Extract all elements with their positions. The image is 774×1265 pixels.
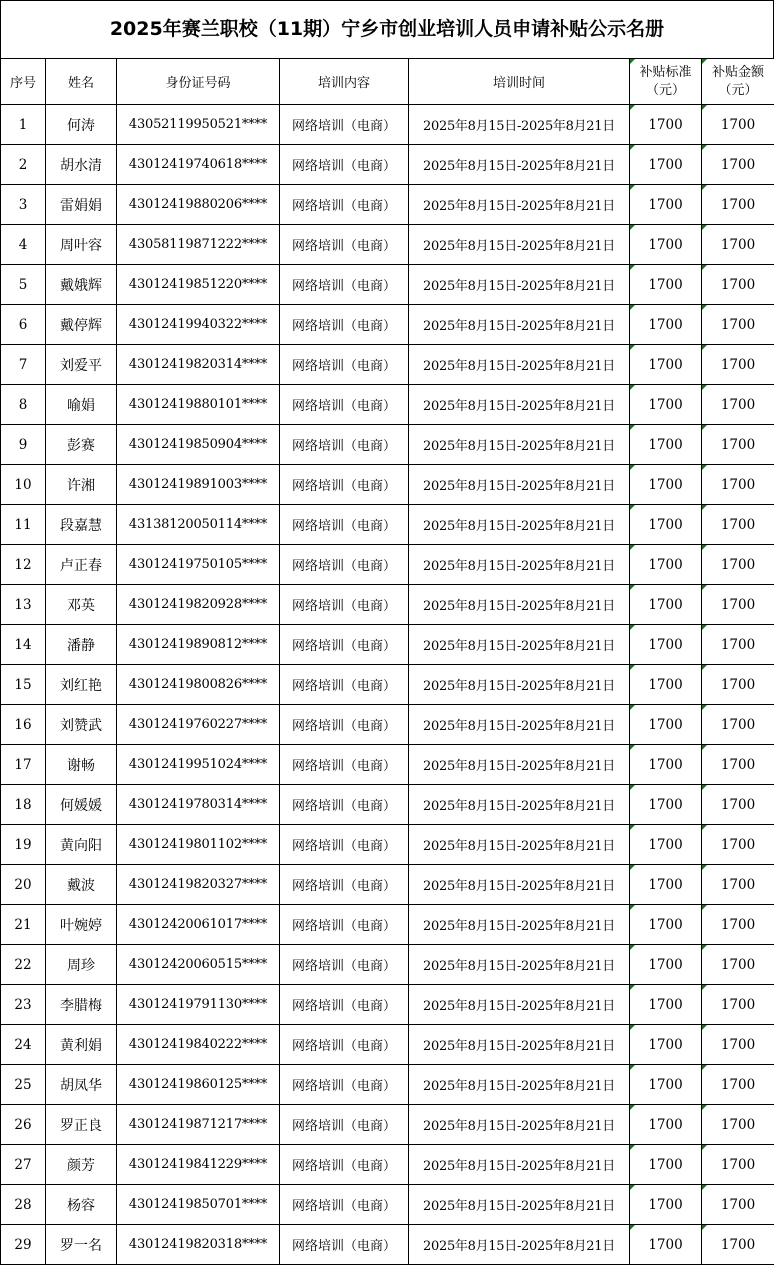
cell-id-number: 43012419820318**** — [117, 1225, 280, 1265]
cell-name: 黄利娟 — [46, 1025, 117, 1065]
cell-subsidy-standard: 1700 — [630, 825, 702, 865]
cell-training-period: 2025年8月15日-2025年8月21日 — [409, 425, 630, 465]
cell-training-period: 2025年8月15日-2025年8月21日 — [409, 1185, 630, 1225]
cell-name: 戴波 — [46, 865, 117, 905]
cell-subsidy-amount: 1700 — [702, 985, 774, 1025]
cell-training-content: 网络培训（电商） — [280, 1225, 409, 1265]
table-row — [1, 185, 774, 225]
cell-subsidy-standard: 1700 — [630, 185, 702, 225]
cell-training-period: 2025年8月15日-2025年8月21日 — [409, 105, 630, 145]
cell-training-content: 网络培训（电商） — [280, 945, 409, 985]
table-row — [1, 1145, 774, 1185]
cell-name: 雷娟娟 — [46, 185, 117, 225]
cell-training-period: 2025年8月15日-2025年8月21日 — [409, 505, 630, 545]
cell-id-number: 43012419891003**** — [117, 465, 280, 505]
cell-id-number: 43012419750105**** — [117, 545, 280, 585]
cell-training-period: 2025年8月15日-2025年8月21日 — [409, 545, 630, 585]
cell-subsidy-standard: 1700 — [630, 1065, 702, 1105]
cell-subsidy-amount: 1700 — [702, 585, 774, 625]
cell-name: 胡凤华 — [46, 1065, 117, 1105]
cell-subsidy-amount: 1700 — [702, 265, 774, 305]
cell-name: 邓英 — [46, 585, 117, 625]
cell-seq: 20 — [1, 865, 46, 905]
cell-subsidy-amount: 1700 — [702, 1225, 774, 1265]
cell-training-period: 2025年8月15日-2025年8月21日 — [409, 345, 630, 385]
header-id-number: 身份证号码 — [117, 59, 280, 105]
cell-name: 潘静 — [46, 625, 117, 665]
cell-id-number: 43012419860125**** — [117, 1065, 280, 1105]
cell-name: 刘爱平 — [46, 345, 117, 385]
cell-seq: 15 — [1, 665, 46, 705]
table-row — [1, 905, 774, 945]
table-row — [1, 425, 774, 465]
cell-seq: 2 — [1, 145, 46, 185]
header-training-period: 培训时间 — [409, 59, 630, 105]
cell-seq: 21 — [1, 905, 46, 945]
cell-subsidy-standard: 1700 — [630, 665, 702, 705]
cell-training-content: 网络培训（电商） — [280, 985, 409, 1025]
cell-training-period: 2025年8月15日-2025年8月21日 — [409, 1105, 630, 1145]
cell-subsidy-amount: 1700 — [702, 625, 774, 665]
cell-name: 戴停辉 — [46, 305, 117, 345]
cell-seq: 7 — [1, 345, 46, 385]
cell-id-number: 43012419820928**** — [117, 585, 280, 625]
cell-training-content: 网络培训（电商） — [280, 105, 409, 145]
cell-subsidy-standard: 1700 — [630, 625, 702, 665]
cell-training-period: 2025年8月15日-2025年8月21日 — [409, 625, 630, 665]
cell-subsidy-standard: 1700 — [630, 145, 702, 185]
cell-subsidy-amount: 1700 — [702, 1065, 774, 1105]
cell-training-period: 2025年8月15日-2025年8月21日 — [409, 985, 630, 1025]
cell-training-period: 2025年8月15日-2025年8月21日 — [409, 785, 630, 825]
cell-name: 胡水清 — [46, 145, 117, 185]
header-name: 姓名 — [46, 59, 117, 105]
cell-training-period: 2025年8月15日-2025年8月21日 — [409, 145, 630, 185]
cell-subsidy-amount: 1700 — [702, 1185, 774, 1225]
cell-id-number: 43012419780314**** — [117, 785, 280, 825]
cell-id-number: 43012419850701**** — [117, 1185, 280, 1225]
cell-id-number: 43012419850904**** — [117, 425, 280, 465]
table-row — [1, 1025, 774, 1065]
cell-subsidy-standard: 1700 — [630, 425, 702, 465]
cell-subsidy-standard: 1700 — [630, 1145, 702, 1185]
cell-seq: 25 — [1, 1065, 46, 1105]
cell-training-content: 网络培训（电商） — [280, 305, 409, 345]
cell-training-content: 网络培训（电商） — [280, 745, 409, 785]
table-row — [1, 465, 774, 505]
cell-seq: 29 — [1, 1225, 46, 1265]
cell-subsidy-amount: 1700 — [702, 665, 774, 705]
cell-id-number: 43012420061017**** — [117, 905, 280, 945]
table-row — [1, 1105, 774, 1145]
cell-subsidy-standard: 1700 — [630, 1105, 702, 1145]
cell-id-number: 43012419800826**** — [117, 665, 280, 705]
table-row — [1, 505, 774, 545]
cell-subsidy-standard: 1700 — [630, 865, 702, 905]
cell-seq: 24 — [1, 1025, 46, 1065]
cell-seq: 11 — [1, 505, 46, 545]
cell-training-content: 网络培训（电商） — [280, 665, 409, 705]
cell-training-content: 网络培训（电商） — [280, 585, 409, 625]
table-row — [1, 345, 774, 385]
cell-subsidy-standard: 1700 — [630, 905, 702, 945]
cell-subsidy-amount: 1700 — [702, 305, 774, 345]
cell-training-period: 2025年8月15日-2025年8月21日 — [409, 1225, 630, 1265]
cell-training-content: 网络培训（电商） — [280, 625, 409, 665]
cell-subsidy-amount: 1700 — [702, 505, 774, 545]
cell-training-content: 网络培训（电商） — [280, 145, 409, 185]
table-row — [1, 985, 774, 1025]
cell-training-period: 2025年8月15日-2025年8月21日 — [409, 305, 630, 345]
cell-seq: 27 — [1, 1145, 46, 1185]
cell-subsidy-standard: 1700 — [630, 705, 702, 745]
cell-subsidy-amount: 1700 — [702, 825, 774, 865]
cell-seq: 16 — [1, 705, 46, 745]
table-row — [1, 745, 774, 785]
cell-subsidy-amount: 1700 — [702, 385, 774, 425]
cell-training-period: 2025年8月15日-2025年8月21日 — [409, 745, 630, 785]
cell-name: 何媛媛 — [46, 785, 117, 825]
cell-seq: 1 — [1, 105, 46, 145]
cell-seq: 22 — [1, 945, 46, 985]
table-row — [1, 1185, 774, 1225]
cell-subsidy-standard: 1700 — [630, 505, 702, 545]
cell-subsidy-standard: 1700 — [630, 1185, 702, 1225]
cell-subsidy-amount: 1700 — [702, 1105, 774, 1145]
cell-subsidy-standard: 1700 — [630, 105, 702, 145]
cell-training-content: 网络培训（电商） — [280, 1025, 409, 1065]
header-subsidy-standard: 补贴标准（元） — [630, 59, 702, 105]
cell-name: 许湘 — [46, 465, 117, 505]
cell-name: 卢正春 — [46, 545, 117, 585]
cell-subsidy-amount: 1700 — [702, 905, 774, 945]
cell-training-period: 2025年8月15日-2025年8月21日 — [409, 465, 630, 505]
table-row — [1, 1225, 774, 1265]
cell-subsidy-standard: 1700 — [630, 745, 702, 785]
cell-training-period: 2025年8月15日-2025年8月21日 — [409, 705, 630, 745]
cell-training-content: 网络培训（电商） — [280, 465, 409, 505]
cell-training-period: 2025年8月15日-2025年8月21日 — [409, 1025, 630, 1065]
cell-seq: 14 — [1, 625, 46, 665]
roster-table — [0, 58, 774, 1265]
cell-training-content: 网络培训（电商） — [280, 1105, 409, 1145]
cell-name: 段嘉慧 — [46, 505, 117, 545]
header-row — [1, 59, 774, 105]
cell-name: 周叶容 — [46, 225, 117, 265]
cell-name: 戴娥辉 — [46, 265, 117, 305]
cell-id-number: 43138120050114**** — [117, 505, 280, 545]
cell-name: 叶婉婷 — [46, 905, 117, 945]
cell-id-number: 43012419791130**** — [117, 985, 280, 1025]
cell-seq: 4 — [1, 225, 46, 265]
table-row — [1, 385, 774, 425]
cell-name: 何涛 — [46, 105, 117, 145]
cell-training-content: 网络培训（电商） — [280, 705, 409, 745]
cell-subsidy-standard: 1700 — [630, 1025, 702, 1065]
cell-seq: 13 — [1, 585, 46, 625]
cell-id-number: 43012419760227**** — [117, 705, 280, 745]
cell-seq: 5 — [1, 265, 46, 305]
cell-name: 李腊梅 — [46, 985, 117, 1025]
cell-name: 喻娟 — [46, 385, 117, 425]
table-row — [1, 1065, 774, 1105]
cell-id-number: 43012419851220**** — [117, 265, 280, 305]
cell-training-content: 网络培训（电商） — [280, 185, 409, 225]
cell-training-content: 网络培训（电商） — [280, 505, 409, 545]
cell-name: 谢畅 — [46, 745, 117, 785]
cell-subsidy-amount: 1700 — [702, 1145, 774, 1185]
cell-name: 杨容 — [46, 1185, 117, 1225]
cell-training-period: 2025年8月15日-2025年8月21日 — [409, 865, 630, 905]
cell-id-number: 43012419740618**** — [117, 145, 280, 185]
cell-id-number: 43012419940322**** — [117, 305, 280, 345]
cell-seq: 8 — [1, 385, 46, 425]
cell-subsidy-amount: 1700 — [702, 345, 774, 385]
cell-id-number: 43012419890812**** — [117, 625, 280, 665]
cell-training-period: 2025年8月15日-2025年8月21日 — [409, 225, 630, 265]
cell-training-content: 网络培训（电商） — [280, 785, 409, 825]
cell-name: 刘赞武 — [46, 705, 117, 745]
cell-name: 罗正良 — [46, 1105, 117, 1145]
table-row — [1, 945, 774, 985]
cell-subsidy-amount: 1700 — [702, 545, 774, 585]
cell-subsidy-amount: 1700 — [702, 225, 774, 265]
cell-subsidy-standard: 1700 — [630, 385, 702, 425]
table-row — [1, 665, 774, 705]
table-row — [1, 705, 774, 745]
cell-training-content: 网络培训（电商） — [280, 825, 409, 865]
table-row — [1, 825, 774, 865]
cell-training-period: 2025年8月15日-2025年8月21日 — [409, 665, 630, 705]
cell-subsidy-standard: 1700 — [630, 945, 702, 985]
cell-training-period: 2025年8月15日-2025年8月21日 — [409, 265, 630, 305]
cell-seq: 10 — [1, 465, 46, 505]
cell-subsidy-standard: 1700 — [630, 585, 702, 625]
cell-id-number: 43012420060515**** — [117, 945, 280, 985]
cell-seq: 18 — [1, 785, 46, 825]
cell-training-content: 网络培训（电商） — [280, 865, 409, 905]
cell-subsidy-amount: 1700 — [702, 705, 774, 745]
cell-id-number: 43012419880206**** — [117, 185, 280, 225]
cell-subsidy-standard: 1700 — [630, 465, 702, 505]
table-row — [1, 305, 774, 345]
cell-subsidy-amount: 1700 — [702, 785, 774, 825]
cell-subsidy-standard: 1700 — [630, 225, 702, 265]
cell-id-number: 43012419880101**** — [117, 385, 280, 425]
cell-id-number: 43012419841229**** — [117, 1145, 280, 1185]
table-row — [1, 865, 774, 905]
table-row — [1, 625, 774, 665]
cell-id-number: 43012419820327**** — [117, 865, 280, 905]
cell-subsidy-amount: 1700 — [702, 865, 774, 905]
cell-seq: 23 — [1, 985, 46, 1025]
cell-id-number: 43012419871217**** — [117, 1105, 280, 1145]
cell-seq: 28 — [1, 1185, 46, 1225]
cell-name: 颜芳 — [46, 1145, 117, 1185]
cell-subsidy-amount: 1700 — [702, 1025, 774, 1065]
cell-seq: 26 — [1, 1105, 46, 1145]
cell-id-number: 43012419820314**** — [117, 345, 280, 385]
cell-subsidy-standard: 1700 — [630, 1225, 702, 1265]
header-training-content: 培训内容 — [280, 59, 409, 105]
cell-training-content: 网络培训（电商） — [280, 345, 409, 385]
cell-subsidy-standard: 1700 — [630, 785, 702, 825]
cell-subsidy-standard: 1700 — [630, 305, 702, 345]
cell-subsidy-standard: 1700 — [630, 345, 702, 385]
cell-name: 刘红艳 — [46, 665, 117, 705]
header-subsidy-amount: 补贴金额（元） — [702, 59, 774, 105]
page-title: 2025年赛兰职校（11期）宁乡市创业培训人员申请补贴公示名册 — [0, 0, 774, 58]
cell-training-period: 2025年8月15日-2025年8月21日 — [409, 385, 630, 425]
cell-subsidy-amount: 1700 — [702, 425, 774, 465]
cell-subsidy-amount: 1700 — [702, 145, 774, 185]
table-row — [1, 145, 774, 185]
table-row — [1, 225, 774, 265]
cell-subsidy-amount: 1700 — [702, 945, 774, 985]
cell-id-number: 43012419801102**** — [117, 825, 280, 865]
cell-subsidy-amount: 1700 — [702, 745, 774, 785]
cell-training-period: 2025年8月15日-2025年8月21日 — [409, 945, 630, 985]
cell-id-number: 43052119950521**** — [117, 105, 280, 145]
cell-training-period: 2025年8月15日-2025年8月21日 — [409, 185, 630, 225]
cell-training-content: 网络培训（电商） — [280, 385, 409, 425]
cell-subsidy-amount: 1700 — [702, 105, 774, 145]
cell-name: 彭赛 — [46, 425, 117, 465]
cell-name: 黄向阳 — [46, 825, 117, 865]
table-row — [1, 265, 774, 305]
cell-subsidy-standard: 1700 — [630, 545, 702, 585]
cell-training-period: 2025年8月15日-2025年8月21日 — [409, 1145, 630, 1185]
table-row — [1, 105, 774, 145]
cell-training-content: 网络培训（电商） — [280, 1145, 409, 1185]
cell-id-number: 43012419951024**** — [117, 745, 280, 785]
cell-id-number: 43012419840222**** — [117, 1025, 280, 1065]
cell-seq: 3 — [1, 185, 46, 225]
cell-name: 周珍 — [46, 945, 117, 985]
cell-training-period: 2025年8月15日-2025年8月21日 — [409, 825, 630, 865]
cell-training-content: 网络培训（电商） — [280, 545, 409, 585]
cell-subsidy-standard: 1700 — [630, 985, 702, 1025]
cell-training-content: 网络培训（电商） — [280, 1185, 409, 1225]
cell-subsidy-amount: 1700 — [702, 465, 774, 505]
cell-training-content: 网络培训（电商） — [280, 265, 409, 305]
cell-subsidy-standard: 1700 — [630, 265, 702, 305]
table-row — [1, 785, 774, 825]
roster-body — [1, 105, 774, 1265]
cell-training-content: 网络培训（电商） — [280, 1065, 409, 1105]
cell-seq: 12 — [1, 545, 46, 585]
cell-seq: 9 — [1, 425, 46, 465]
cell-name: 罗一名 — [46, 1225, 117, 1265]
cell-training-content: 网络培训（电商） — [280, 905, 409, 945]
cell-id-number: 43058119871222**** — [117, 225, 280, 265]
cell-training-period: 2025年8月15日-2025年8月21日 — [409, 1065, 630, 1105]
table-row — [1, 585, 774, 625]
cell-training-content: 网络培训（电商） — [280, 425, 409, 465]
table-row — [1, 545, 774, 585]
cell-seq: 19 — [1, 825, 46, 865]
header-seq: 序号 — [1, 59, 46, 105]
cell-training-content: 网络培训（电商） — [280, 225, 409, 265]
cell-training-period: 2025年8月15日-2025年8月21日 — [409, 905, 630, 945]
cell-subsidy-amount: 1700 — [702, 185, 774, 225]
cell-seq: 6 — [1, 305, 46, 345]
cell-seq: 17 — [1, 745, 46, 785]
cell-training-period: 2025年8月15日-2025年8月21日 — [409, 585, 630, 625]
